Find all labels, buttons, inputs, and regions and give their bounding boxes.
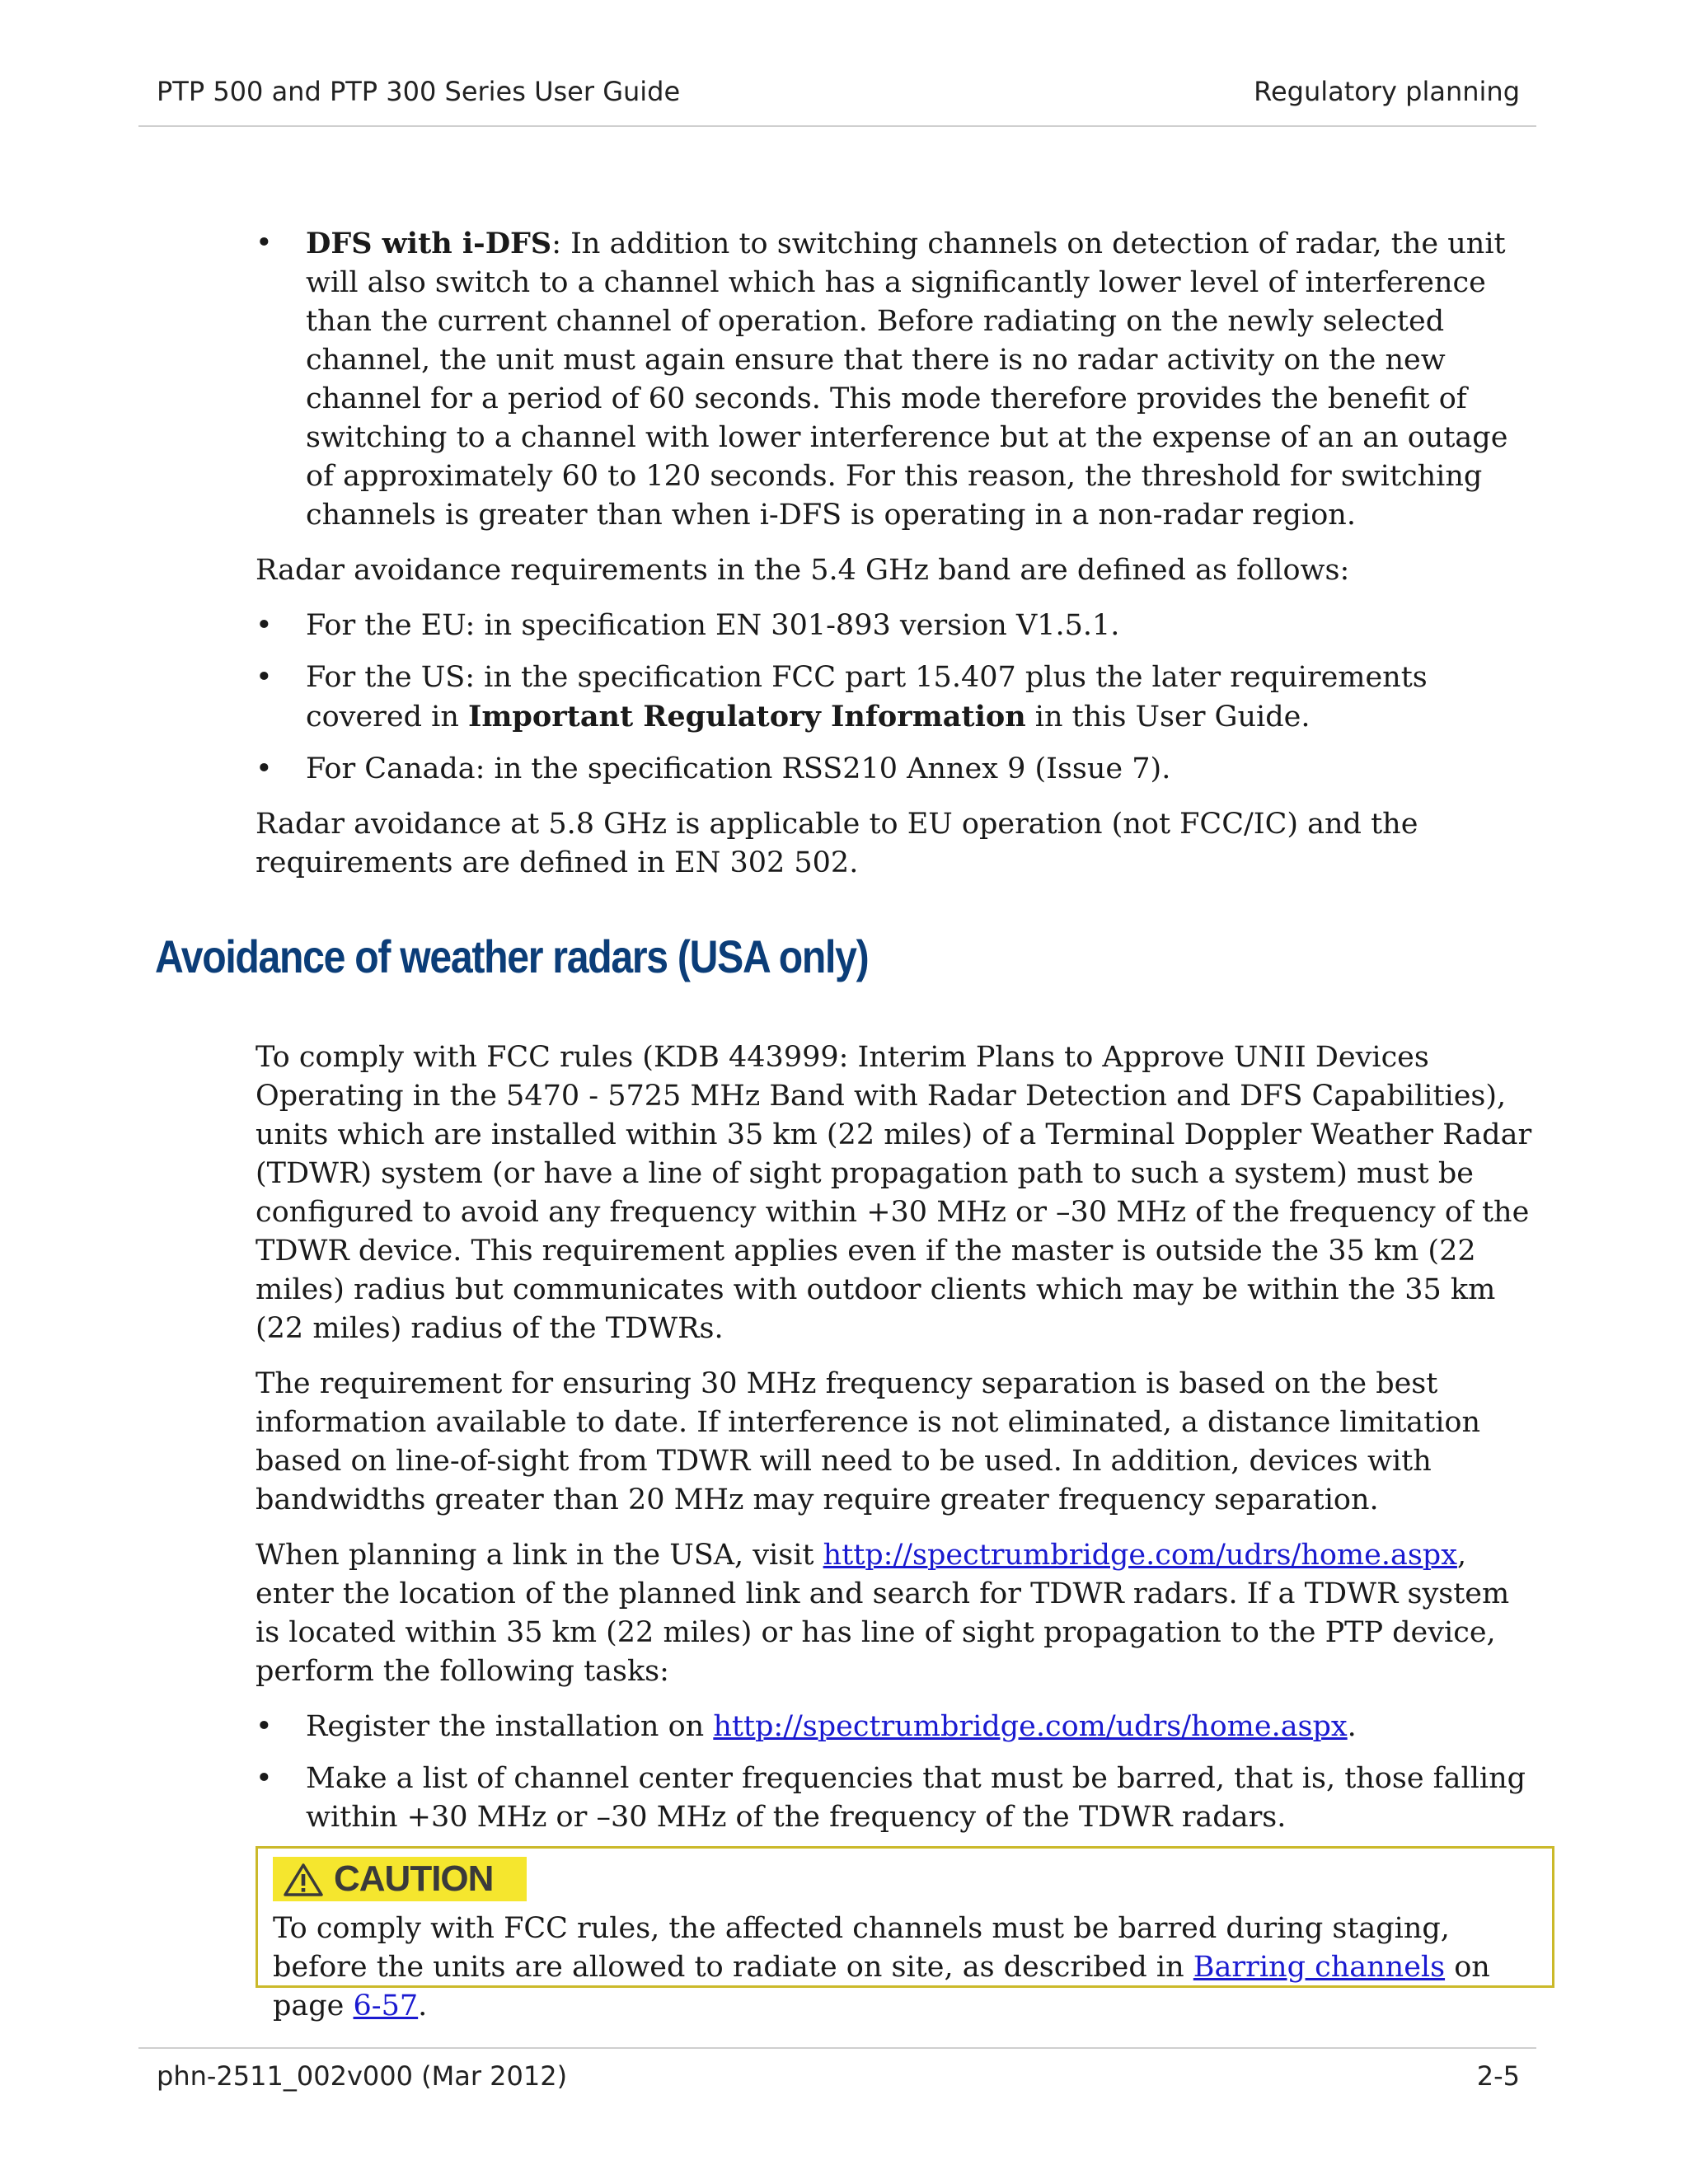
us-requirement-tail: in this User Guide. bbox=[1025, 701, 1311, 733]
eu-requirement: For the EU: in specification EN 301-893 version V1.5.1. bbox=[306, 609, 1120, 642]
canada-requirement: For Canada: in the specification RSS210 Annex 9 (Issue 7). bbox=[306, 752, 1171, 785]
list-item bbox=[256, 658, 1541, 737]
planning-paragraph bbox=[256, 1536, 1541, 1691]
page-footer bbox=[157, 2060, 1520, 2100]
list-item bbox=[256, 1708, 1541, 1746]
dfs-description: : In addition to switching channels on detection of radar, the unit will also switch to a channel which has a significantly lower level of interference than the current channel of operation. Before radiating on the newly selected channel, the unit must again ensure that there is no radar activity on the new channel for a period of 60 seconds. This mode therefore provides the benefit of switching to a channel with lower interference but at the expense of an an outage of approximately 60 to 120 seconds. For this reason, the threshold for switching channels is greater than when i-DFS is operating in a non-radar region. bbox=[306, 227, 1508, 532]
caution-body-mid: on page bbox=[273, 1951, 1490, 2022]
us-requirement: For the US: in the specification FCC part 15.407 plus the later requirements covered in bbox=[306, 661, 1428, 733]
page-ref-link[interactable]: 6-57 bbox=[353, 1990, 419, 2022]
caution-badge bbox=[273, 1857, 527, 1901]
caution-body: To comply with FCC rules, the affected channels must be barred during staging, before the units are allowed to radiate on site, as described in bbox=[273, 1912, 1450, 1984]
separation-paragraph: The requirement for ensuring 30 MHz frequency separation is based on the best information available to date. If interference is not eliminated, a distance limitation based on line-of-sight from TDWR will need to be used. In addition, devices with bandwidths greater than 20 MHz may require greater frequency separation. bbox=[256, 1367, 1480, 1516]
section-heading: Avoidance of weather radars (USA only) bbox=[155, 930, 869, 982]
caution-label: CAUTION bbox=[334, 1858, 494, 1899]
list-item bbox=[256, 1760, 1541, 1837]
document-id: phn-2511_002v000 (Mar 2012) bbox=[157, 2060, 568, 2092]
list-item bbox=[256, 750, 1541, 789]
fcc-paragraph: To comply with FCC rules (KDB 443999: Interim Plans to Approve UNII Devices Operating in the 5470 - 5725 MHz Band with Radar Detection and DFS Capabilities), units which are installed within 35 km (22 miles) of a Terminal Doppler Weather Radar (TDWR) system (or have a line of sight propagation path to such a system) must be configured to avoid any frequency within +30 MHz or –30 MHz of the frequency of the TDWR device. This requirement applies even if the master is outside the 35 km (22 miles) radius but communicates with outdoor clients which may be within the 35 km (22 miles) radius of the TDWRs. bbox=[256, 1041, 1532, 1345]
footer-rule bbox=[138, 2047, 1536, 2049]
header-title: PTP 500 and PTP 300 Series User Guide bbox=[157, 76, 681, 107]
caution-text bbox=[273, 1910, 1542, 2026]
caution-box bbox=[256, 1846, 1554, 2022]
section-content bbox=[256, 1038, 1541, 1850]
register-text: Register the installation on bbox=[306, 1710, 714, 1743]
planning-text: When planning a link in the USA, visit bbox=[256, 1539, 823, 1572]
tasks-list bbox=[256, 1708, 1541, 1837]
header-section: Regulatory planning bbox=[1254, 76, 1520, 107]
header-rule bbox=[138, 125, 1536, 127]
barring-channels-link[interactable]: Barring channels bbox=[1193, 1951, 1446, 1984]
dfs-term: DFS with i-DFS bbox=[306, 227, 552, 260]
caution-body-end: . bbox=[418, 1990, 428, 2022]
spectrumbridge-link[interactable]: http://spectrumbridge.com/udrs/home.aspx bbox=[823, 1539, 1457, 1572]
page-header bbox=[157, 76, 1520, 115]
warning-triangle-icon bbox=[283, 1863, 324, 1897]
page-number: 2-5 bbox=[1476, 2060, 1520, 2092]
radar-58-paragraph: Radar avoidance at 5.8 GHz is applicable to EU operation (not FCC/IC) and the requirements are defined in EN 302 502. bbox=[256, 808, 1418, 879]
regulatory-info-ref: Important Regulatory Information bbox=[468, 700, 1026, 733]
register-link[interactable]: http://spectrumbridge.com/udrs/home.aspx bbox=[713, 1710, 1348, 1743]
barred-frequencies-text: Make a list of channel center frequencies that must be barred, that is, those falling within +30 MHz or –30 MHz of the frequency of the TDWR radars. bbox=[306, 1762, 1526, 1834]
planning-text-tail: , enter the location of the planned link and search for TDWR radars. If a TDWR system is located within 35 km (22 miles) or has line of sight propagation to the PTP device, perform the following tasks: bbox=[256, 1539, 1510, 1688]
dfs-list bbox=[256, 224, 1541, 535]
list-item bbox=[256, 224, 1541, 535]
requirements-list bbox=[256, 607, 1541, 789]
register-text-tail: . bbox=[1347, 1710, 1357, 1743]
top-content bbox=[256, 224, 1541, 899]
list-item bbox=[256, 607, 1541, 645]
radar-intro: Radar avoidance requirements in the 5.4 GHz band are defined as follows: bbox=[256, 554, 1350, 587]
